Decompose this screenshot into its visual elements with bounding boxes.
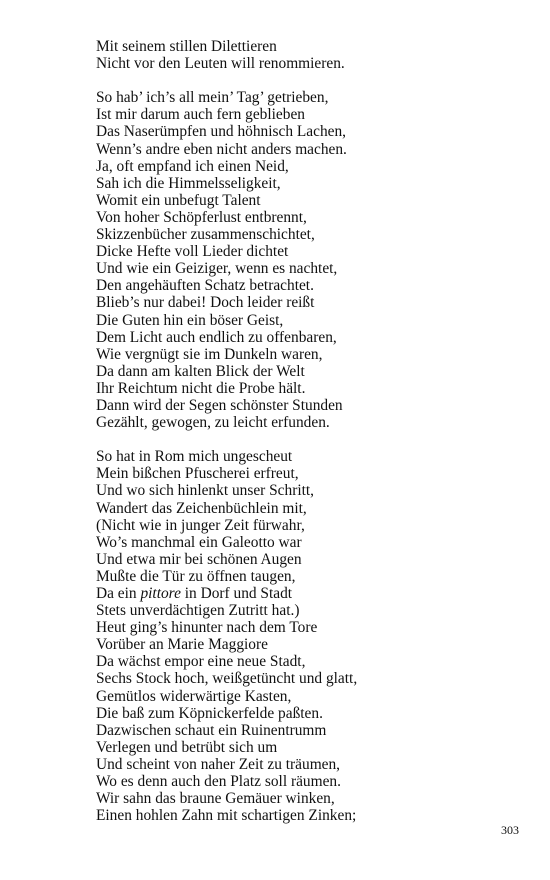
verse-line: Stets unverdächtigen Zutritt hat.)	[96, 602, 300, 620]
verse-line: Skizzenbücher zusammenschichtet,	[96, 226, 315, 244]
verse-line: Und etwa mir bei schönen Augen	[96, 550, 302, 568]
verse-line: Dicke Hefte voll Lieder dichtet	[96, 243, 289, 261]
verse-line: Ja, oft empfand ich einen Neid,	[96, 157, 289, 175]
verse-line: Mußte die Tür zu öffnen taugen,	[96, 567, 296, 585]
verse-line: So hat in Rom mich ungescheut	[96, 448, 293, 466]
verse-line: Wenn’s andre eben nicht anders machen.	[96, 140, 347, 158]
verse-text: Da ein	[96, 585, 141, 602]
poem-text	[96, 38, 516, 824]
verse-line: Wir sahn das braune Gemäuer winken,	[96, 790, 335, 808]
verse-line: Und wie ein Geiziger, wenn es nachtet,	[96, 260, 338, 278]
verse-line: Da dann am kalten Blick der Welt	[96, 362, 305, 380]
italic-word: pittore	[140, 585, 181, 602]
stanza	[96, 38, 516, 72]
verse-line: Und scheint von naher Zeit zu träumen,	[96, 755, 341, 773]
verse-line: Mein bißchen Pfuscherei erfreut,	[96, 465, 299, 483]
verse-line: Von hoher Schöpferlust entbrennt,	[96, 208, 307, 226]
verse-line: Die Guten hin ein böser Geist,	[96, 311, 284, 329]
verse-line: Nicht vor den Leuten will renommieren.	[96, 55, 345, 73]
verse-line: Die baß zum Köpnickerfelde paßten.	[96, 704, 323, 722]
verse-line: Mit seinem stillen Dilettieren	[96, 38, 277, 55]
stanza	[96, 448, 516, 824]
verse-line	[96, 585, 516, 602]
verse-line: Dazwischen schaut ein Ruinentrumm	[96, 721, 327, 739]
verse-line: Dem Licht auch endlich zu offenbaren,	[96, 328, 337, 346]
verse-line: Heut ging’s hinunter nach dem Tore	[96, 619, 318, 637]
page-number: 303	[501, 823, 519, 837]
verse-line: Vorüber an Marie Maggiore	[96, 636, 268, 654]
verse-line: Wo’s manchmal ein Galeotto war	[96, 533, 302, 551]
verse-line: Und wo sich hinlenkt unser Schritt,	[96, 482, 315, 500]
verse-line: Gemütlos widerwärtige Kasten,	[96, 687, 292, 705]
verse-line: Das Naserümpfen und höhnisch Lachen,	[96, 123, 347, 141]
verse-line: So hab’ ich’s all mein’ Tag’ getrieben,	[96, 89, 329, 107]
verse-line: (Nicht wie in junger Zeit fürwahr,	[96, 516, 305, 534]
verse-line: Wie vergnügt sie im Dunkeln waren,	[96, 345, 323, 363]
verse-line: Gezählt, gewogen, zu leicht erfunden.	[96, 414, 330, 432]
verse-line: Dann wird der Segen schönster Stunden	[96, 396, 343, 414]
verse-line: Sechs Stock hoch, weißgetüncht und glatt,	[96, 670, 358, 688]
verse-line: Verlegen und betrübt sich um	[96, 738, 278, 756]
verse-line: Blieb’s nur dabei! Doch leider reißt	[96, 294, 315, 312]
verse-line: Ist mir darum auch fern geblieben	[96, 106, 305, 124]
stanza	[96, 89, 516, 431]
verse-line: Wo es denn auch den Platz soll räumen.	[96, 773, 341, 791]
verse-line: Womit ein unbefugt Talent	[96, 191, 261, 209]
verse-line: Wandert das Zeichenbüchlein mit,	[96, 499, 307, 517]
verse-line: Den angehäuften Schatz betrachtet.	[96, 277, 314, 295]
verse-line: Einen hohlen Zahn mit schartigen Zinken;	[96, 807, 357, 825]
verse-line: Ihr Reichtum nicht die Probe hält.	[96, 379, 306, 397]
verse-line: Da wächst empor eine neue Stadt,	[96, 653, 306, 671]
verse-line: Sah ich die Himmelsseligkeit,	[96, 174, 281, 192]
verse-text: in Dorf und Stadt	[180, 585, 293, 602]
